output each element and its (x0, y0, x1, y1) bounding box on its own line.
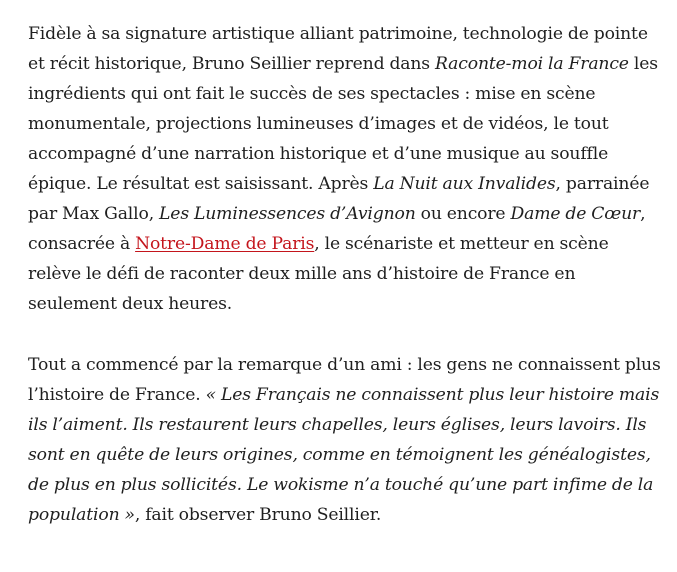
notre-dame-link[interactable]: Notre-Dame de Paris (135, 234, 315, 254)
paragraph-1 (28, 19, 663, 319)
text: les ingrédients qui ont fait le succès de ses spectacles : mise en scène monumentale, projections lumineuses d’images et de vidéos, le tout accompagné d’une narration historique et d’une musique au souffle épique. Le résultat est saisissant. Après (28, 54, 658, 194)
show-title-nuit-invalides: La Nuit aux Invalides (373, 174, 556, 194)
text: , consacrée à (28, 204, 646, 254)
quote: « Les Français ne connaissent plus leur histoire mais ils l’aiment. Ils restaurent leurs chapelles, leurs églises, leurs lavoirs. Ils sont en quête de leurs origines, comme en témoignent les généalogistes, de plus en plus sollicités. Le wokisme n’a touché qu’une part infime de la population » (28, 385, 660, 525)
show-title-luminessences: Les Luminessences d’Avignon (159, 204, 416, 224)
paragraph-2 (28, 350, 663, 530)
text: Fidèle à sa signature artistique alliant patrimoine, technologie de pointe et récit historique, Bruno Seillier reprend dans (28, 24, 648, 74)
text: Tout a commencé par la remarque d’un ami : les gens ne connaissent plus l’histoire de France. (28, 355, 661, 405)
text: , le scénariste et metteur en scène relève le défi de raconter deux mille ans d’histoire de France en seulement deux heures. (28, 234, 609, 314)
show-title-dame-de-coeur: Dame de Cœur (510, 204, 641, 224)
show-title-raconte-moi: Raconte-moi la France (435, 54, 629, 74)
text: , fait observer Bruno Seillier. (134, 505, 382, 525)
text: ou encore (415, 204, 511, 224)
text: , parrainée par Max Gallo, (28, 174, 650, 224)
